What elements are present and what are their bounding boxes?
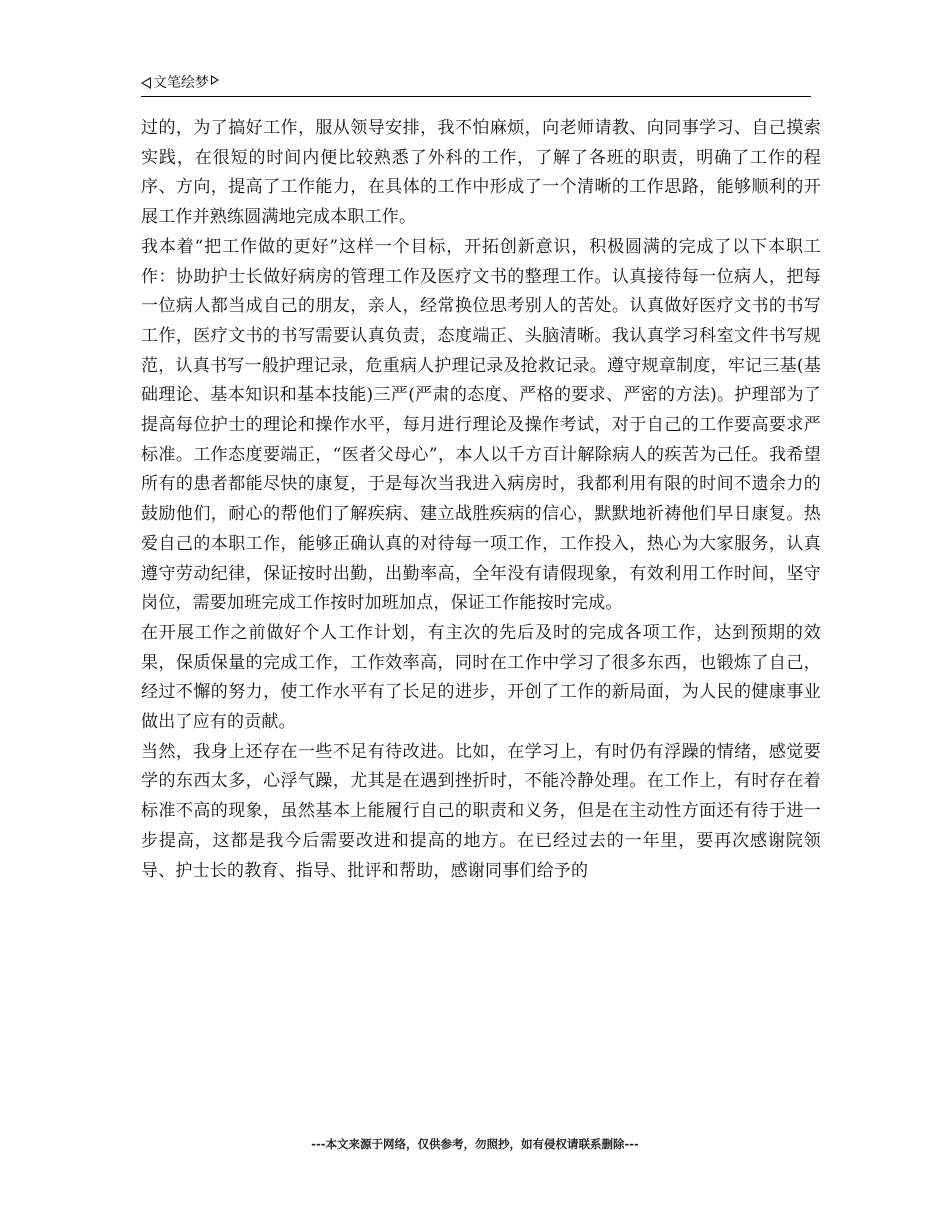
- paragraph: 当然，我身上还存在一些不足有待改进。比如，在学习上，有时仍有浮躁的情绪，感觉要学的东西太多，心浮气躁，尤其是在遇到挫折时，不能冷静处理。在工作上，有时存在着标准不高的现象，虽然基本上能履行自己的职责和义务，但是在主动性方面还有待于进一步提高，这都是我今后需要改进和提高的地方。在已经过去的一年里，要再次感谢院领导、护士长的教育、指导、批评和帮助，感谢同事们给予的: [141, 741, 821, 881]
- footer-notice: ---本文来源于网络，仅供参考，勿照抄，如有侵权请联系删除---: [311, 1137, 639, 1151]
- paragraph: 我本着“把工作做的更好”这样一个目标，开拓创新意识，积极圆满的完成了以下本职工作：协助护士长做好病房的管理工作及医疗文书的整理工作。认真接待每一位病人，把每一位病人都当成自己的朋友，亲人，经常换位思考别人的苦处。认真做好医疗文书的书写工作，医疗文书的书写需要认真负责，态度端正、头脑清晰。我认真学习科室文件书写规范，认真书写一般护理记录，危重病人护理记录及抢救记录。遵守规章制度，牢记三基(基础理论、基本知识和基本技能)三严(严肃的态度、严格的要求、严密的方法)。护理部为了提高每位护士的理论和操作水平，每月进行理论及操作考试，对于自己的工作要高要求严标准。工作态度要端正，“医者父母心”，本人以千方百计解除病人的疾苦为己任。我希望所有的患者都能尽快的康复，于是每次当我进入病房时，我都利用有限的时间不遗余力的鼓励他们，耐心的帮他们了解疾病、建立战胜疾病的信心，默默地祈祷他们早日康复。热爱自己的本职工作，能够正确认真的对待每一项工作，工作投入，热心为大家服务，认真遵守劳动纪律，保证按时出勤，出勤率高，全年没有请假现象，有效利用工作时间，坚守岗位，需要加班完成工作按时加班加点，保证工作能按时完成。: [141, 236, 821, 614]
- brand-title: 文笔绘梦: [153, 75, 209, 91]
- paragraph: 过的，为了搞好工作，服从领导安排，我不怕麻烦，向老师请教、向同事学习、自己摸索实践，在很短的时间内便比较熟悉了外科的工作，了解了各班的职责，明确了工作的程序、方向，提高了工作能力，在具体的工作中形成了一个清晰的工作思路，能够顺利的开展工作并熟练圆满地完成本职工作。: [141, 118, 821, 228]
- header-brand: [141, 74, 219, 92]
- left-triangle-icon: [141, 77, 151, 89]
- right-triangle-icon: [211, 75, 219, 85]
- paragraph: 在开展工作之前做好个人工作计划，有主次的先后及时的完成各项工作，达到预期的效果，保质保量的完成工作，工作效率高，同时在工作中学习了很多东西，也锻炼了自己，经过不懈的努力，使工作水平有了长足的进步，开创了工作的新局面，为人民的健康事业做出了应有的贡献。: [141, 622, 821, 733]
- document-body: [141, 114, 821, 886]
- page-header: [141, 72, 811, 97]
